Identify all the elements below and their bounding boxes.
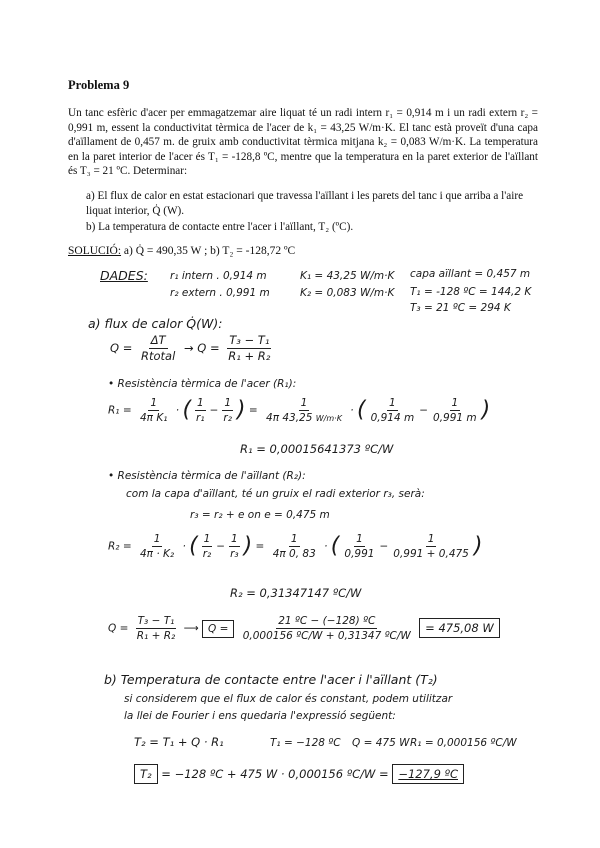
t3t1-fraction (226, 334, 272, 363)
res-ins-line: com la capa d'aïllant, té un gruix el radi exterior r₃, serà: (126, 488, 425, 500)
r1-formula: R₁ = $\frac{1}{\text{4π K₁}}$ · ( $\frac{1}{\text{r₁}}$ − $\frac{1}{\text{r₂}}$ ) = $\frac{1}{4\pi 43,25 W/m\cdot K}$ · ( $\frac{1}{0,914 m}$ − $\frac{1}{0,991 m}$ ) (108, 397, 491, 425)
q-symbol: Q = (110, 341, 133, 356)
r2-sym: r₂ (223, 412, 232, 425)
dot: · (175, 404, 180, 417)
one-g: 1 (202, 533, 213, 547)
question-a: a) El flux de calor en estat estacionari que travessa l'aïllant i les parets del tanc i que arriba a l'aire liquat interior, Q̇ (W). (86, 190, 524, 217)
question-b: b) La temperatura de contacte entre l'acer i l'aïllant, T₂ (ºC). (86, 221, 354, 233)
dades-t1: T₁ = -128 ºC = 144,2 K (410, 286, 532, 298)
part-a-heading: a) flux de calor Q̇(W): (88, 316, 223, 331)
minus-d: − (379, 540, 389, 553)
one-j: 1 (354, 533, 365, 547)
res-steel-title: • Resistència tèrmica de l'acer (R₁): (108, 378, 297, 390)
dades-heading: DADES: (100, 268, 148, 283)
t2-boxed: T₂ (134, 764, 158, 784)
wmk-unit: W/m·K (315, 414, 342, 424)
one-e: 1 (450, 397, 461, 411)
given-r1: R₁ = 0,000156 ºC/W (410, 737, 517, 749)
final-q-lhs: Q = (108, 622, 129, 635)
solution-label: SOLUCIÓ: (68, 245, 122, 257)
four-pi-k2: 4π · K₂ (139, 548, 175, 561)
r-total: Rtotal (141, 349, 176, 364)
value-sum: 0,991 + 0,475 (393, 548, 469, 561)
one-i: 1 (289, 533, 300, 547)
r1-sym: r₁ (196, 412, 205, 425)
r1-plus-r2: R₁ + R₂ (228, 349, 271, 364)
value-0991: 0,991 m (433, 412, 477, 425)
dades-t3: T₃ = 21 ºC = 294 K (410, 302, 511, 314)
minus-c: − (216, 540, 226, 553)
one-c: 1 (299, 397, 310, 411)
problem-statement: Un tanc esfèric d'acer per emmagatzemar aire liquat té un radi intern r₁ = 0,914 m i un radi extern r₂ = 0,991 m, essent la conductivitat tèrmica de l'acer de k₁ = 43,25 W/m·K. El tanc està proveït d'una capa d'aïllament de 0,457 m. de gruix amb conductivitat tèrmica mitjana k₂ = 0,083 W/m·K. La temperatura en la paret interior de l'acer és T₁ = -128,8 ºC, mentre que la temperatura en la paret exterior de l'aïllant és T₃ = 21 ºC. Determinar: (68, 107, 538, 178)
value-0914: 0,914 m (370, 412, 415, 425)
r1-result: R₁ = 0,00015641373 ºC/W (240, 442, 394, 456)
dot-b: · (350, 404, 354, 417)
part-b-line2: la llei de Fourier i ens quedaria l'expressió següent: (124, 710, 396, 722)
final-q-formula: Q = $\frac{\text{T₃ − T₁}}{\text{R₁ + R₂}}$ ⟶ Q = $\frac{\text{21 ºC − (−128) ºC}}{\text{0,000156 ºC/W + 0,31347 ºC/W}}$ = 475,08 W (108, 615, 500, 642)
r2-result: R₂ = 0,31347147 ºC/W (230, 586, 362, 600)
r2-sym-b: r₂ (202, 548, 212, 561)
flux-formula (110, 334, 275, 363)
dades-capa: capa aïllant = 0,457 m (410, 268, 531, 280)
t2-result: −127,9 ºC (392, 764, 464, 784)
one-f: 1 (152, 533, 163, 547)
given-q: Q = 475 W (352, 737, 410, 749)
t2-formula: T₂ = T₁ + Q · R₁ (134, 735, 224, 749)
res-ins-title: • Resistència tèrmica de l'aïllant (R₂): (108, 470, 306, 482)
r1-lhs: R₁ = (108, 404, 132, 417)
dades-k2: K₂ = 0,083 W/m·K (300, 287, 395, 299)
t2-expression: = −128 ºC + 475 W · 0,000156 ºC/W = (161, 767, 389, 781)
solution-line (68, 245, 295, 257)
dades-r1: r₁ intern . 0,914 m (170, 270, 267, 282)
r3-sym: r₃ (230, 548, 239, 561)
final-r: R₁ + R₂ (136, 630, 176, 643)
value-0991-b: 0,991 (344, 548, 375, 561)
final-denominator-1: 0,000156 ºC/W (242, 630, 323, 643)
minus-b: − (419, 404, 429, 417)
equals-b: = (255, 540, 265, 553)
delta-t-fraction (139, 334, 177, 363)
solution-text: a) Q̇ = 490,35 W ; b) T₂ = -128,72 ºC (121, 245, 296, 257)
one-d: 1 (387, 397, 398, 411)
delta-t: ΔT (149, 334, 168, 349)
dot-d: · (324, 540, 328, 553)
t3-minus-t1: T₃ − T₁ (227, 334, 271, 349)
problem-title: Problema 9 (68, 78, 130, 92)
r3-equation: r₃ = r₂ + e on e = 0,475 m (190, 509, 330, 521)
equals: = (248, 404, 258, 417)
one: 1 (148, 397, 159, 411)
t2-final-line (134, 767, 464, 781)
final-t: T₃ − T₁ (136, 615, 177, 629)
dot-c: · (182, 540, 186, 553)
final-denominator-2: + 0,31347 ºC/W (325, 630, 411, 643)
one-h: 1 (229, 533, 240, 547)
four-pi-value: 4π 43,25 (266, 412, 313, 425)
dades-r2: r₂ extern . 0,991 m (170, 287, 270, 299)
one-b: 1 (222, 397, 233, 411)
arrow-q: → Q = (183, 341, 220, 356)
minus: − (209, 404, 219, 417)
part-b-heading: b) Temperatura de contacte entre l'acer i l'aïllant (T₂) (104, 672, 438, 687)
r2-formula: R₂ = $\frac{1}{\text{4π · K₂}}$ · ( $\frac{1}{\text{r₂}}$ − $\frac{1}{\text{r₃}}$ ) = $\frac{1}{4\pi 0, 83}$ · ( $\frac{1}{0,991}$ − $\frac{1}{0,991 + 0,475}$ ) (108, 533, 483, 561)
final-numerator: 21 ºC − (−128) ºC (276, 615, 377, 629)
final-q-boxed: Q = (207, 622, 229, 635)
r2-lhs: R₂ = (108, 540, 132, 553)
given-t1: T₁ = −128 ºC (270, 737, 341, 749)
one-a: 1 (195, 397, 206, 411)
part-b-line1: si considerem que el flux de calor és constant, podem utilitzar (124, 693, 453, 705)
four-pi-k1: 4π K₁ (139, 412, 168, 425)
final-q-result: = 475,08 W (419, 618, 500, 638)
four-pi-083: 4π 0, 83 (272, 548, 316, 561)
one-k: 1 (426, 533, 437, 547)
dades-k1: K₁ = 43,25 W/m·K (300, 270, 395, 282)
